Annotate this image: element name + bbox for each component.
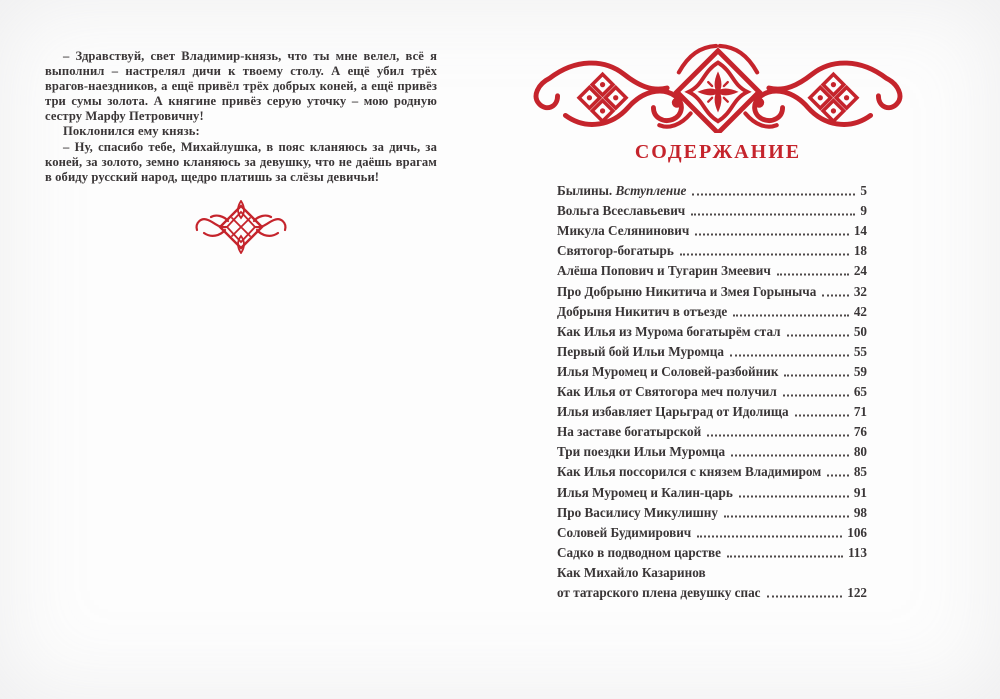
toc-entry-title: Первый бой Ильи Муромца <box>557 343 724 359</box>
toc-entry <box>557 259 867 279</box>
toc-entry-title: Алёша Попович и Тугарин Змеевич <box>557 263 771 279</box>
toc-page-number: 14 <box>853 223 867 239</box>
knotwork-headpiece-icon <box>527 43 909 133</box>
toc-page-number: 113 <box>847 544 867 560</box>
toc-dot-leader <box>795 415 849 417</box>
toc-page-number: 98 <box>853 504 867 520</box>
toc-dot-leader <box>724 515 849 517</box>
toc-entry-title: Про Добрыню Никитича и Змея Горыныча <box>557 283 817 299</box>
toc-dot-leader <box>733 314 849 316</box>
toc-entry <box>557 440 867 460</box>
toc-page-number: 76 <box>853 424 867 440</box>
toc-dot-leader <box>827 475 849 477</box>
toc-page-number: 18 <box>853 243 867 259</box>
toc-page-number: 50 <box>853 323 867 339</box>
toc-entry <box>557 219 867 239</box>
toc-entry-title: Добрыня Никитич в отъезде <box>557 303 728 319</box>
toc-page-number: 71 <box>853 404 867 420</box>
toc-entry <box>557 521 867 541</box>
toc-dot-leader <box>692 194 855 196</box>
toc-list <box>557 179 867 601</box>
toc-dot-leader <box>730 354 849 356</box>
toc-dot-leader <box>822 294 849 296</box>
toc-page-number: 9 <box>860 203 867 219</box>
toc-entry <box>557 199 867 219</box>
toc-entry <box>557 239 867 259</box>
toc-page-number: 65 <box>853 384 867 400</box>
toc-entry <box>557 360 867 380</box>
toc-page-number: 32 <box>853 283 867 299</box>
toc-entry-title: Вольга Всеславьевич <box>557 203 686 219</box>
story-paragraph: – Здравствуй, свет Владимир-князь, что ты мне велел, всё я выполнил – настрелял дичи к твоему столу. А ещё убил трёх врагов-наездников, а ещё привёл трёх добрых коней, а ещё привёз три сумы золота. А княгине привёз серую уточку – мою родную сестру Марфу Петровичну! <box>45 49 437 124</box>
toc-dot-leader <box>787 334 849 336</box>
toc-entry-title: На заставе богатырской <box>557 424 702 440</box>
toc-entry-title: Илья избавляет Царьград от Идолища <box>557 404 789 420</box>
toc-dot-leader <box>697 535 842 537</box>
toc-entry-title: Как Илья из Мурома богатырём стал <box>557 323 781 339</box>
toc-entry <box>557 501 867 521</box>
toc-entry <box>557 340 867 360</box>
toc-page-number: 5 <box>860 183 867 199</box>
toc-page-number: 59 <box>853 363 867 379</box>
toc-dot-leader <box>739 495 849 497</box>
toc-entry <box>557 179 867 199</box>
toc-entry <box>557 279 867 299</box>
toc-dot-leader <box>784 374 848 376</box>
toc-entry-title: Как Илья поссорился с князем Владимиром <box>557 464 822 480</box>
toc-entry-title: Илья Муромец и Калин-царь <box>557 484 733 500</box>
toc-entry-title-italic: Вступление <box>612 183 687 199</box>
toc-entry <box>557 320 867 340</box>
toc-entry-title: Былины. Вступление <box>557 183 687 199</box>
toc-entry-title: Как Илья от Святогора меч получил <box>557 384 777 400</box>
toc-entry-title: Святогор-богатырь <box>557 243 674 259</box>
toc-dot-leader <box>767 595 843 597</box>
toc-dot-leader <box>691 214 855 216</box>
toc-entry-title: Как Михайло Казаринов <box>557 564 706 580</box>
story-text <box>45 49 437 185</box>
toc-entry <box>557 480 867 500</box>
toc-entry-title: от татарского плена девушку спас <box>557 584 761 600</box>
toc-entry <box>557 541 867 561</box>
toc-entry-line1 <box>557 561 867 581</box>
toc-entry-title: Про Василису Микулишну <box>557 504 718 520</box>
toc-page-number: 42 <box>853 303 867 319</box>
toc-dot-leader <box>777 274 849 276</box>
toc-page-number: 91 <box>853 484 867 500</box>
story-paragraph: Поклонился ему князь: <box>63 124 200 139</box>
toc-entry <box>557 420 867 440</box>
contents-title: СОДЕРЖАНИЕ <box>634 141 802 163</box>
toc-dot-leader <box>727 555 843 557</box>
story-paragraph: – Ну, спасибо тебе, Михайлушка, в пояс кланяюсь за дичь, за коней, за золото, земно кланяюсь за девушку, что не даёшь врагам в обиду русский народ, щедро платишь за слёзы девичьи! <box>45 139 437 184</box>
toc-entry-title: Три поездки Ильи Муромца <box>557 444 726 460</box>
toc-entry-title: Соловей Будимирович <box>557 524 692 540</box>
toc-entry <box>557 380 867 400</box>
toc-dot-leader <box>783 395 849 397</box>
toc-page-number: 55 <box>853 343 867 359</box>
knotwork-rosette-icon <box>45 200 437 254</box>
toc-dot-leader <box>695 234 849 236</box>
toc-page-number: 80 <box>853 444 867 460</box>
toc-entry-title: Илья Муромец и Соловей-разбойник <box>557 363 779 379</box>
toc-entry <box>557 581 867 601</box>
toc-page-number: 122 <box>847 584 867 600</box>
toc-dot-leader <box>680 254 849 256</box>
toc-page-number: 24 <box>853 263 867 279</box>
toc-entry-title: Микула Селянинович <box>557 223 690 239</box>
toc-entry <box>557 300 867 320</box>
toc-dot-leader <box>707 435 849 437</box>
toc-entry <box>557 400 867 420</box>
toc-page-number: 106 <box>847 524 867 540</box>
toc-entry-title: Садко в подводном царстве <box>557 544 721 560</box>
toc-entry <box>557 460 867 480</box>
toc-dot-leader <box>731 455 849 457</box>
toc-page-number: 85 <box>853 464 867 480</box>
